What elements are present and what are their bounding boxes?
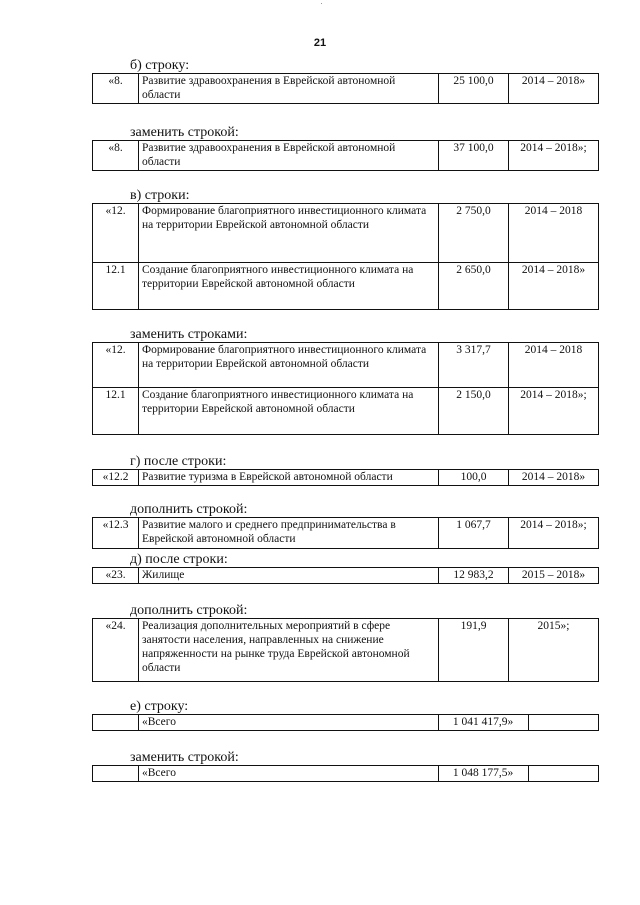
row-title: Развитие здравоохранения в Еврейской автономной области bbox=[139, 74, 439, 104]
row-number bbox=[93, 766, 139, 782]
row-number: «12. bbox=[93, 204, 139, 263]
row-amount: 12 983,2 bbox=[439, 568, 509, 584]
row-title: «Всего bbox=[139, 766, 439, 782]
row-number bbox=[93, 715, 139, 731]
row-title: Создание благоприятного инвестиционного климата на территории Еврейской автономной области bbox=[139, 388, 439, 435]
row-period: 2014 – 2018»; bbox=[509, 518, 599, 549]
table-row bbox=[93, 343, 599, 388]
table-g bbox=[92, 469, 599, 486]
section-label-d: д) после строки: bbox=[130, 552, 228, 567]
row-period: 2014 – 2018» bbox=[509, 263, 599, 310]
row-period bbox=[529, 766, 599, 782]
section-label-add-2: дополнить строкой: bbox=[130, 603, 248, 618]
table-row bbox=[93, 204, 599, 263]
row-period bbox=[529, 715, 599, 731]
row-title: Реализация дополнительных мероприятий в сфере занятости населения, направленных на снижение напряженности на рынке труда Еврейской автономной области bbox=[139, 619, 439, 682]
row-period: 2014 – 2018 bbox=[509, 343, 599, 388]
table-v bbox=[92, 203, 599, 310]
row-period: 2014 – 2018» bbox=[509, 470, 599, 486]
row-period: 2014 – 2018» bbox=[509, 74, 599, 104]
table-row bbox=[93, 388, 599, 435]
row-number: «12.3 bbox=[93, 518, 139, 549]
row-amount: 1 041 417,9» bbox=[439, 715, 529, 731]
row-amount: 2 150,0 bbox=[439, 388, 509, 435]
table-row bbox=[93, 263, 599, 310]
section-label-replace-3: заменить строкой: bbox=[130, 750, 239, 765]
table-row bbox=[93, 766, 599, 782]
row-title: Создание благоприятного инвестиционного климата на территории Еврейской автономной области bbox=[139, 263, 439, 310]
table-row bbox=[93, 74, 599, 104]
section-label-g: г) после строки: bbox=[130, 454, 227, 469]
row-amount: 1 048 177,5» bbox=[439, 766, 529, 782]
section-label-add-1: дополнить строкой: bbox=[130, 502, 248, 517]
row-title: Развитие малого и среднего предпринимательства в Еврейской автономной области bbox=[139, 518, 439, 549]
table-row bbox=[93, 619, 599, 682]
row-number: «24. bbox=[93, 619, 139, 682]
table-row bbox=[93, 518, 599, 549]
table-row bbox=[93, 715, 599, 731]
row-number: «23. bbox=[93, 568, 139, 584]
row-amount: 1 067,7 bbox=[439, 518, 509, 549]
table-replace-1 bbox=[92, 140, 599, 171]
row-title: Формирование благоприятного инвестиционного климата на территории Еврейской автономной области bbox=[139, 343, 439, 388]
row-title: Развитие здравоохранения в Еврейской автономной области bbox=[139, 141, 439, 171]
row-period: 2014 – 2018»; bbox=[509, 141, 599, 171]
table-replace-2 bbox=[92, 342, 599, 435]
table-d bbox=[92, 567, 599, 584]
row-period: 2015 – 2018» bbox=[509, 568, 599, 584]
row-period: 2014 – 2018 bbox=[509, 204, 599, 263]
table-row bbox=[93, 568, 599, 584]
page-number: 21 bbox=[313, 37, 327, 49]
table-add-1 bbox=[92, 517, 599, 549]
row-amount: 25 100,0 bbox=[439, 74, 509, 104]
row-title: Развитие туризма в Еврейской автономной области bbox=[139, 470, 439, 486]
row-amount: 191,9 bbox=[439, 619, 509, 682]
row-title: «Всего bbox=[139, 715, 439, 731]
table-e bbox=[92, 714, 599, 731]
section-label-replace-1: заменить строкой: bbox=[130, 125, 239, 140]
row-period: 2014 – 2018»; bbox=[509, 388, 599, 435]
row-number: «12. bbox=[93, 343, 139, 388]
table-b bbox=[92, 73, 599, 104]
table-replace-3 bbox=[92, 765, 599, 782]
table-row bbox=[93, 470, 599, 486]
row-amount: 37 100,0 bbox=[439, 141, 509, 171]
table-add-2 bbox=[92, 618, 599, 682]
section-label-e: е) строку: bbox=[130, 699, 189, 714]
row-number: «8. bbox=[93, 141, 139, 171]
row-number: 12.1 bbox=[93, 263, 139, 310]
row-number: 12.1 bbox=[93, 388, 139, 435]
row-number: «12.2 bbox=[93, 470, 139, 486]
section-label-v: в) строки: bbox=[130, 188, 190, 203]
row-amount: 100,0 bbox=[439, 470, 509, 486]
row-title: Формирование благоприятного инвестиционного климата на территории Еврейской автономной области bbox=[139, 204, 439, 263]
table-row bbox=[93, 141, 599, 171]
row-title: Жилище bbox=[139, 568, 439, 584]
row-period: 2015»; bbox=[509, 619, 599, 682]
row-amount: 2 650,0 bbox=[439, 263, 509, 310]
scan-speck bbox=[321, 3, 322, 4]
row-amount: 2 750,0 bbox=[439, 204, 509, 263]
row-number: «8. bbox=[93, 74, 139, 104]
row-amount: 3 317,7 bbox=[439, 343, 509, 388]
section-label-b: б) строку: bbox=[130, 58, 190, 73]
section-label-replace-2: заменить строками: bbox=[130, 327, 248, 342]
